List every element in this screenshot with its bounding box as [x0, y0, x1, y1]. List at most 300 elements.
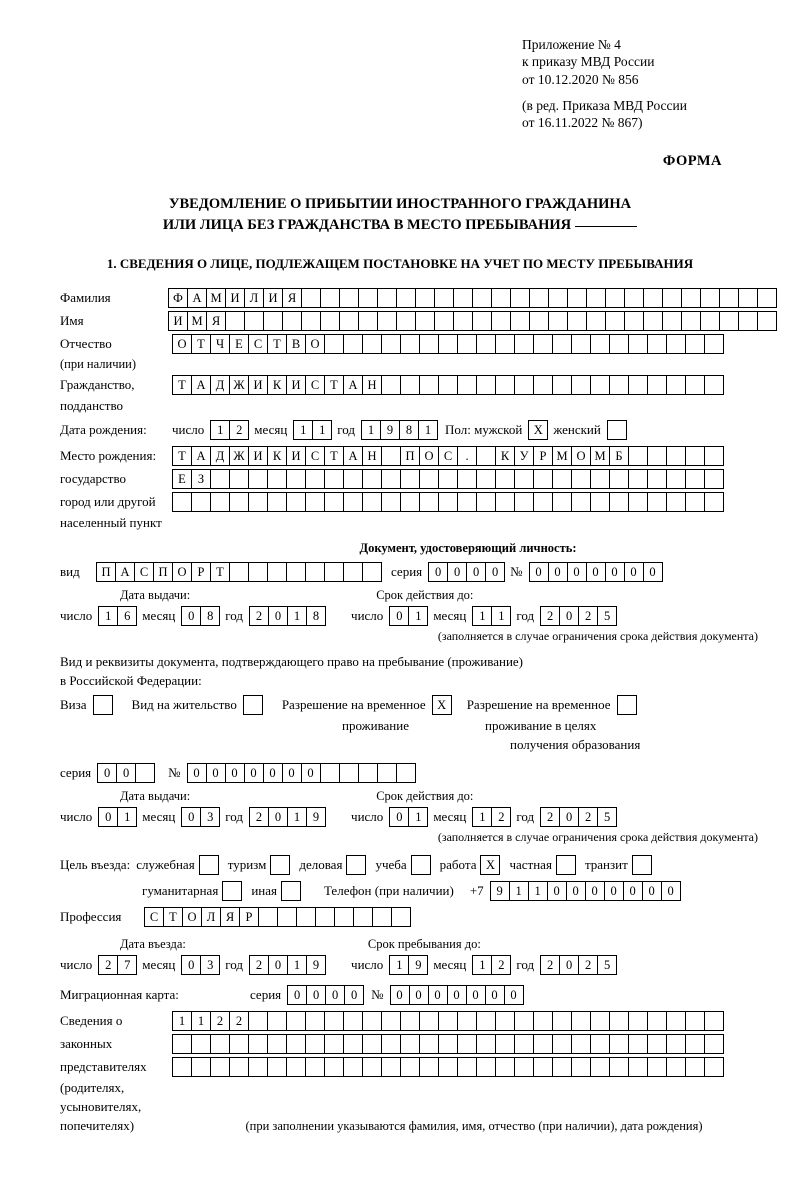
form-cell[interactable]: [495, 1057, 515, 1077]
form-cell[interactable]: [476, 375, 496, 395]
form-cell[interactable]: 1: [472, 807, 492, 827]
form-cell[interactable]: [495, 469, 515, 489]
form-cell[interactable]: А: [343, 375, 363, 395]
form-cell[interactable]: [135, 763, 155, 783]
name-boxes[interactable]: [168, 311, 776, 331]
identity-issue-month-boxes[interactable]: [181, 606, 219, 626]
form-cell[interactable]: [533, 1057, 553, 1077]
form-cell[interactable]: [704, 375, 724, 395]
form-cell[interactable]: [628, 1057, 648, 1077]
form-cell[interactable]: [666, 1011, 686, 1031]
form-cell[interactable]: [377, 311, 397, 331]
form-cell[interactable]: 1: [287, 807, 307, 827]
form-cell[interactable]: С: [134, 562, 154, 582]
form-cell[interactable]: [628, 334, 648, 354]
form-cell[interactable]: Я: [282, 288, 302, 308]
form-cell[interactable]: [415, 288, 435, 308]
stay-until-month-boxes[interactable]: [472, 955, 510, 975]
form-cell[interactable]: 0: [187, 763, 207, 783]
form-cell[interactable]: М: [590, 446, 610, 466]
form-cell[interactable]: [381, 1034, 401, 1054]
form-cell[interactable]: [243, 695, 263, 715]
form-cell[interactable]: [419, 1034, 439, 1054]
form-cell[interactable]: 0: [428, 562, 448, 582]
form-cell[interactable]: [556, 855, 576, 875]
representatives-boxes-1[interactable]: [172, 1011, 723, 1031]
form-cell[interactable]: 0: [389, 807, 409, 827]
form-cell[interactable]: [419, 375, 439, 395]
citizenship-boxes[interactable]: [172, 375, 723, 395]
form-cell[interactable]: [628, 1034, 648, 1054]
form-cell[interactable]: [685, 469, 705, 489]
form-cell[interactable]: 1: [408, 606, 428, 626]
form-cell[interactable]: Т: [267, 334, 287, 354]
birth-month-boxes[interactable]: [293, 420, 331, 440]
form-cell[interactable]: [210, 1034, 230, 1054]
form-cell[interactable]: [362, 469, 382, 489]
form-cell[interactable]: Ж: [229, 375, 249, 395]
form-cell[interactable]: [457, 469, 477, 489]
form-cell[interactable]: 5: [597, 606, 617, 626]
identity-valid-month-boxes[interactable]: [472, 606, 510, 626]
form-cell[interactable]: [586, 311, 606, 331]
form-cell[interactable]: 0: [268, 955, 288, 975]
form-cell[interactable]: [248, 492, 268, 512]
form-cell[interactable]: X: [480, 855, 500, 875]
birth-year-boxes[interactable]: [361, 420, 437, 440]
form-cell[interactable]: Ж: [229, 446, 249, 466]
form-cell[interactable]: [643, 311, 663, 331]
form-cell[interactable]: 1: [509, 881, 529, 901]
form-cell[interactable]: [666, 469, 686, 489]
form-cell[interactable]: [567, 288, 587, 308]
form-cell[interactable]: 0: [466, 985, 486, 1005]
stay-issue-year-boxes[interactable]: [249, 807, 325, 827]
form-cell[interactable]: 0: [585, 881, 605, 901]
form-cell[interactable]: С: [438, 446, 458, 466]
form-cell[interactable]: 2: [229, 420, 249, 440]
form-cell[interactable]: 1: [287, 606, 307, 626]
form-cell[interactable]: [324, 492, 344, 512]
form-cell[interactable]: Д: [210, 446, 230, 466]
form-cell[interactable]: [210, 492, 230, 512]
purpose-box-5[interactable]: [556, 855, 575, 875]
form-cell[interactable]: [681, 288, 701, 308]
identity-valid-day-boxes[interactable]: [389, 606, 427, 626]
form-cell[interactable]: [296, 907, 316, 927]
form-cell[interactable]: [552, 492, 572, 512]
form-cell[interactable]: [666, 1034, 686, 1054]
form-cell[interactable]: [267, 1034, 287, 1054]
form-cell[interactable]: 0: [586, 562, 606, 582]
form-cell[interactable]: [301, 288, 321, 308]
form-cell[interactable]: 0: [447, 985, 467, 1005]
form-cell[interactable]: 0: [325, 985, 345, 1005]
form-cell[interactable]: [457, 334, 477, 354]
form-cell[interactable]: [419, 334, 439, 354]
form-cell[interactable]: [324, 469, 344, 489]
form-cell[interactable]: [586, 288, 606, 308]
form-cell[interactable]: [476, 446, 496, 466]
form-cell[interactable]: 0: [623, 881, 643, 901]
form-cell[interactable]: О: [172, 562, 192, 582]
form-cell[interactable]: 1: [191, 1011, 211, 1031]
form-cell[interactable]: [93, 695, 113, 715]
form-cell[interactable]: [438, 469, 458, 489]
form-cell[interactable]: О: [571, 446, 591, 466]
form-cell[interactable]: [609, 469, 629, 489]
form-cell[interactable]: [757, 311, 777, 331]
form-cell[interactable]: 5: [597, 955, 617, 975]
form-cell[interactable]: [286, 492, 306, 512]
form-cell[interactable]: 6: [117, 606, 137, 626]
form-cell[interactable]: [590, 469, 610, 489]
form-cell[interactable]: Р: [533, 446, 553, 466]
form-cell[interactable]: [339, 311, 359, 331]
form-cell[interactable]: [704, 492, 724, 512]
form-cell[interactable]: [609, 1034, 629, 1054]
form-cell[interactable]: [647, 334, 667, 354]
form-cell[interactable]: [222, 881, 242, 901]
form-cell[interactable]: [343, 469, 363, 489]
form-cell[interactable]: 2: [249, 606, 269, 626]
form-cell[interactable]: [305, 492, 325, 512]
form-cell[interactable]: [400, 469, 420, 489]
form-cell[interactable]: 3: [200, 955, 220, 975]
form-cell[interactable]: [248, 1011, 268, 1031]
form-cell[interactable]: [571, 469, 591, 489]
patronymic-boxes[interactable]: [172, 334, 723, 354]
form-cell[interactable]: [590, 375, 610, 395]
form-cell[interactable]: 1: [293, 420, 313, 440]
form-cell[interactable]: [210, 1057, 230, 1077]
form-cell[interactable]: [438, 1034, 458, 1054]
form-cell[interactable]: 0: [466, 562, 486, 582]
form-cell[interactable]: 0: [559, 606, 579, 626]
form-cell[interactable]: [362, 1034, 382, 1054]
form-cell[interactable]: С: [144, 907, 164, 927]
form-cell[interactable]: [346, 855, 366, 875]
form-cell[interactable]: И: [286, 446, 306, 466]
form-cell[interactable]: [533, 492, 553, 512]
form-cell[interactable]: [400, 492, 420, 512]
purpose-item-8[interactable]: [251, 881, 314, 901]
form-cell[interactable]: [472, 311, 492, 331]
form-cell[interactable]: 0: [116, 763, 136, 783]
form-cell[interactable]: [666, 375, 686, 395]
form-cell[interactable]: [571, 492, 591, 512]
purpose-box-1[interactable]: [270, 855, 289, 875]
form-cell[interactable]: [533, 1011, 553, 1031]
form-cell[interactable]: [719, 311, 739, 331]
form-cell[interactable]: А: [115, 562, 135, 582]
form-cell[interactable]: [419, 1011, 439, 1031]
form-cell[interactable]: [248, 469, 268, 489]
form-cell[interactable]: [685, 446, 705, 466]
form-cell[interactable]: 2: [249, 807, 269, 827]
stay-valid-day-boxes[interactable]: [389, 807, 427, 827]
form-cell[interactable]: [438, 492, 458, 512]
form-cell[interactable]: М: [552, 446, 572, 466]
phone-boxes[interactable]: [490, 881, 680, 901]
sex-female-box[interactable]: [607, 420, 626, 440]
purpose-item-4[interactable]: [440, 855, 500, 875]
form-cell[interactable]: [396, 311, 416, 331]
form-cell[interactable]: [172, 492, 192, 512]
form-cell[interactable]: [457, 1011, 477, 1031]
form-cell[interactable]: К: [267, 375, 287, 395]
temp-residence-box[interactable]: [432, 695, 451, 715]
form-cell[interactable]: [719, 288, 739, 308]
form-cell[interactable]: [495, 1034, 515, 1054]
purpose-box-8[interactable]: [281, 881, 300, 901]
form-cell[interactable]: [248, 1034, 268, 1054]
form-cell[interactable]: [495, 334, 515, 354]
form-cell[interactable]: [400, 1011, 420, 1031]
form-cell[interactable]: [624, 311, 644, 331]
form-cell[interactable]: [277, 907, 297, 927]
form-cell[interactable]: [286, 1011, 306, 1031]
form-cell[interactable]: Т: [172, 375, 192, 395]
form-cell[interactable]: 0: [604, 881, 624, 901]
form-cell[interactable]: [324, 1034, 344, 1054]
stay-until-day-boxes[interactable]: [389, 955, 427, 975]
form-cell[interactable]: [343, 492, 363, 512]
form-cell[interactable]: [571, 1011, 591, 1031]
form-cell[interactable]: [510, 288, 530, 308]
form-cell[interactable]: [281, 881, 301, 901]
form-cell[interactable]: [552, 469, 572, 489]
form-cell[interactable]: 0: [390, 985, 410, 1005]
form-cell[interactable]: 0: [547, 881, 567, 901]
form-cell[interactable]: [704, 469, 724, 489]
form-cell[interactable]: [358, 763, 378, 783]
form-cell[interactable]: [324, 334, 344, 354]
form-cell[interactable]: [704, 1011, 724, 1031]
form-cell[interactable]: О: [182, 907, 202, 927]
form-cell[interactable]: [476, 334, 496, 354]
form-cell[interactable]: [476, 1057, 496, 1077]
form-cell[interactable]: [590, 492, 610, 512]
purpose-box-7[interactable]: [222, 881, 241, 901]
form-cell[interactable]: 1: [361, 420, 381, 440]
form-cell[interactable]: [396, 288, 416, 308]
form-cell[interactable]: [514, 1034, 534, 1054]
form-cell[interactable]: П: [400, 446, 420, 466]
identity-valid-year-boxes[interactable]: [540, 606, 616, 626]
form-cell[interactable]: [700, 288, 720, 308]
form-cell[interactable]: [419, 469, 439, 489]
form-cell[interactable]: 2: [578, 606, 598, 626]
form-cell[interactable]: [191, 492, 211, 512]
form-cell[interactable]: [609, 492, 629, 512]
form-cell[interactable]: [191, 1057, 211, 1077]
form-cell[interactable]: [571, 1034, 591, 1054]
form-cell[interactable]: К: [495, 446, 515, 466]
form-cell[interactable]: X: [432, 695, 452, 715]
form-cell[interactable]: [343, 562, 363, 582]
form-cell[interactable]: [377, 763, 397, 783]
form-cell[interactable]: [662, 311, 682, 331]
form-cell[interactable]: [377, 288, 397, 308]
form-cell[interactable]: [396, 763, 416, 783]
form-cell[interactable]: Д: [210, 375, 230, 395]
form-cell[interactable]: 2: [578, 807, 598, 827]
form-cell[interactable]: 0: [447, 562, 467, 582]
form-cell[interactable]: [286, 469, 306, 489]
form-cell[interactable]: 0: [605, 562, 625, 582]
form-cell[interactable]: 0: [244, 763, 264, 783]
form-cell[interactable]: [362, 334, 382, 354]
form-cell[interactable]: 0: [567, 562, 587, 582]
form-cell[interactable]: 2: [249, 955, 269, 975]
form-cell[interactable]: [400, 334, 420, 354]
form-cell[interactable]: Т: [172, 446, 192, 466]
birthplace-boxes-2[interactable]: [172, 469, 723, 489]
form-cell[interactable]: [358, 311, 378, 331]
form-cell[interactable]: [381, 334, 401, 354]
form-cell[interactable]: [457, 375, 477, 395]
form-cell[interactable]: [647, 446, 667, 466]
form-cell[interactable]: Л: [201, 907, 221, 927]
form-cell[interactable]: [305, 1034, 325, 1054]
form-cell[interactable]: [685, 334, 705, 354]
form-cell[interactable]: Н: [362, 375, 382, 395]
form-cell[interactable]: Е: [172, 469, 192, 489]
form-cell[interactable]: [476, 469, 496, 489]
form-cell[interactable]: [476, 1011, 496, 1031]
form-cell[interactable]: [267, 1057, 287, 1077]
identity-doc-type-boxes[interactable]: [96, 562, 381, 582]
form-cell[interactable]: [666, 446, 686, 466]
form-cell[interactable]: [248, 1057, 268, 1077]
form-cell[interactable]: [438, 334, 458, 354]
form-cell[interactable]: 2: [229, 1011, 249, 1031]
form-cell[interactable]: [320, 311, 340, 331]
entry-day-boxes[interactable]: [98, 955, 136, 975]
sex-male-box[interactable]: [528, 420, 547, 440]
form-cell[interactable]: [628, 1011, 648, 1031]
form-cell[interactable]: [491, 288, 511, 308]
form-cell[interactable]: [286, 1034, 306, 1054]
form-cell[interactable]: 2: [540, 955, 560, 975]
form-cell[interactable]: [320, 763, 340, 783]
form-cell[interactable]: [700, 311, 720, 331]
form-cell[interactable]: 0: [306, 985, 326, 1005]
form-cell[interactable]: 0: [181, 807, 201, 827]
form-cell[interactable]: [419, 492, 439, 512]
form-cell[interactable]: 1: [472, 606, 492, 626]
form-cell[interactable]: [267, 469, 287, 489]
profession-boxes[interactable]: [144, 907, 410, 927]
form-cell[interactable]: О: [172, 334, 192, 354]
form-cell[interactable]: М: [206, 288, 226, 308]
form-cell[interactable]: [453, 311, 473, 331]
identity-issue-year-boxes[interactable]: [249, 606, 325, 626]
form-cell[interactable]: [685, 492, 705, 512]
form-cell[interactable]: [514, 334, 534, 354]
form-cell[interactable]: [495, 375, 515, 395]
entry-month-boxes[interactable]: [181, 955, 219, 975]
form-cell[interactable]: [267, 562, 287, 582]
form-cell[interactable]: И: [286, 375, 306, 395]
form-cell[interactable]: [362, 1057, 382, 1077]
form-cell[interactable]: А: [191, 446, 211, 466]
form-cell[interactable]: 1: [312, 420, 332, 440]
form-cell[interactable]: [643, 288, 663, 308]
form-cell[interactable]: О: [305, 334, 325, 354]
form-cell[interactable]: И: [263, 288, 283, 308]
migration-number-boxes[interactable]: [390, 985, 523, 1005]
form-cell[interactable]: [514, 375, 534, 395]
form-cell[interactable]: 2: [540, 606, 560, 626]
form-cell[interactable]: [282, 311, 302, 331]
form-cell[interactable]: [624, 288, 644, 308]
form-cell[interactable]: 0: [642, 881, 662, 901]
form-cell[interactable]: [229, 1034, 249, 1054]
form-cell[interactable]: Я: [206, 311, 226, 331]
form-cell[interactable]: [607, 420, 627, 440]
purpose-box-3[interactable]: [411, 855, 430, 875]
form-cell[interactable]: [704, 446, 724, 466]
form-cell[interactable]: С: [305, 375, 325, 395]
form-cell[interactable]: [571, 334, 591, 354]
form-cell[interactable]: [381, 492, 401, 512]
form-cell[interactable]: [457, 1034, 477, 1054]
form-cell[interactable]: [229, 562, 249, 582]
form-cell[interactable]: 2: [210, 1011, 230, 1031]
form-cell[interactable]: 8: [200, 606, 220, 626]
form-cell[interactable]: 1: [408, 807, 428, 827]
birthplace-boxes-3[interactable]: [172, 492, 723, 512]
form-cell[interactable]: 0: [661, 881, 681, 901]
form-cell[interactable]: [647, 1057, 667, 1077]
form-cell[interactable]: 0: [559, 955, 579, 975]
form-cell[interactable]: [495, 1011, 515, 1031]
form-cell[interactable]: 9: [490, 881, 510, 901]
form-cell[interactable]: Я: [220, 907, 240, 927]
form-cell[interactable]: О: [419, 446, 439, 466]
form-cell[interactable]: 0: [301, 763, 321, 783]
form-cell[interactable]: 0: [409, 985, 429, 1005]
form-cell[interactable]: [685, 375, 705, 395]
form-cell[interactable]: [681, 311, 701, 331]
form-cell[interactable]: Л: [244, 288, 264, 308]
stay-doc-series-boxes[interactable]: [97, 763, 154, 783]
form-cell[interactable]: А: [343, 446, 363, 466]
form-cell[interactable]: 0: [428, 985, 448, 1005]
form-cell[interactable]: [552, 1057, 572, 1077]
form-cell[interactable]: 0: [268, 807, 288, 827]
form-cell[interactable]: [495, 492, 515, 512]
form-cell[interactable]: [172, 1034, 192, 1054]
form-cell[interactable]: [704, 334, 724, 354]
form-cell[interactable]: [263, 311, 283, 331]
form-cell[interactable]: [628, 375, 648, 395]
form-cell[interactable]: [457, 1057, 477, 1077]
form-cell[interactable]: И: [248, 375, 268, 395]
form-cell[interactable]: 0: [97, 763, 117, 783]
birth-day-boxes[interactable]: [210, 420, 248, 440]
form-cell[interactable]: 9: [408, 955, 428, 975]
form-cell[interactable]: [647, 375, 667, 395]
form-cell[interactable]: [343, 334, 363, 354]
form-cell[interactable]: М: [187, 311, 207, 331]
form-cell[interactable]: [381, 469, 401, 489]
form-cell[interactable]: [590, 1011, 610, 1031]
form-cell[interactable]: [339, 288, 359, 308]
form-cell[interactable]: [229, 1057, 249, 1077]
